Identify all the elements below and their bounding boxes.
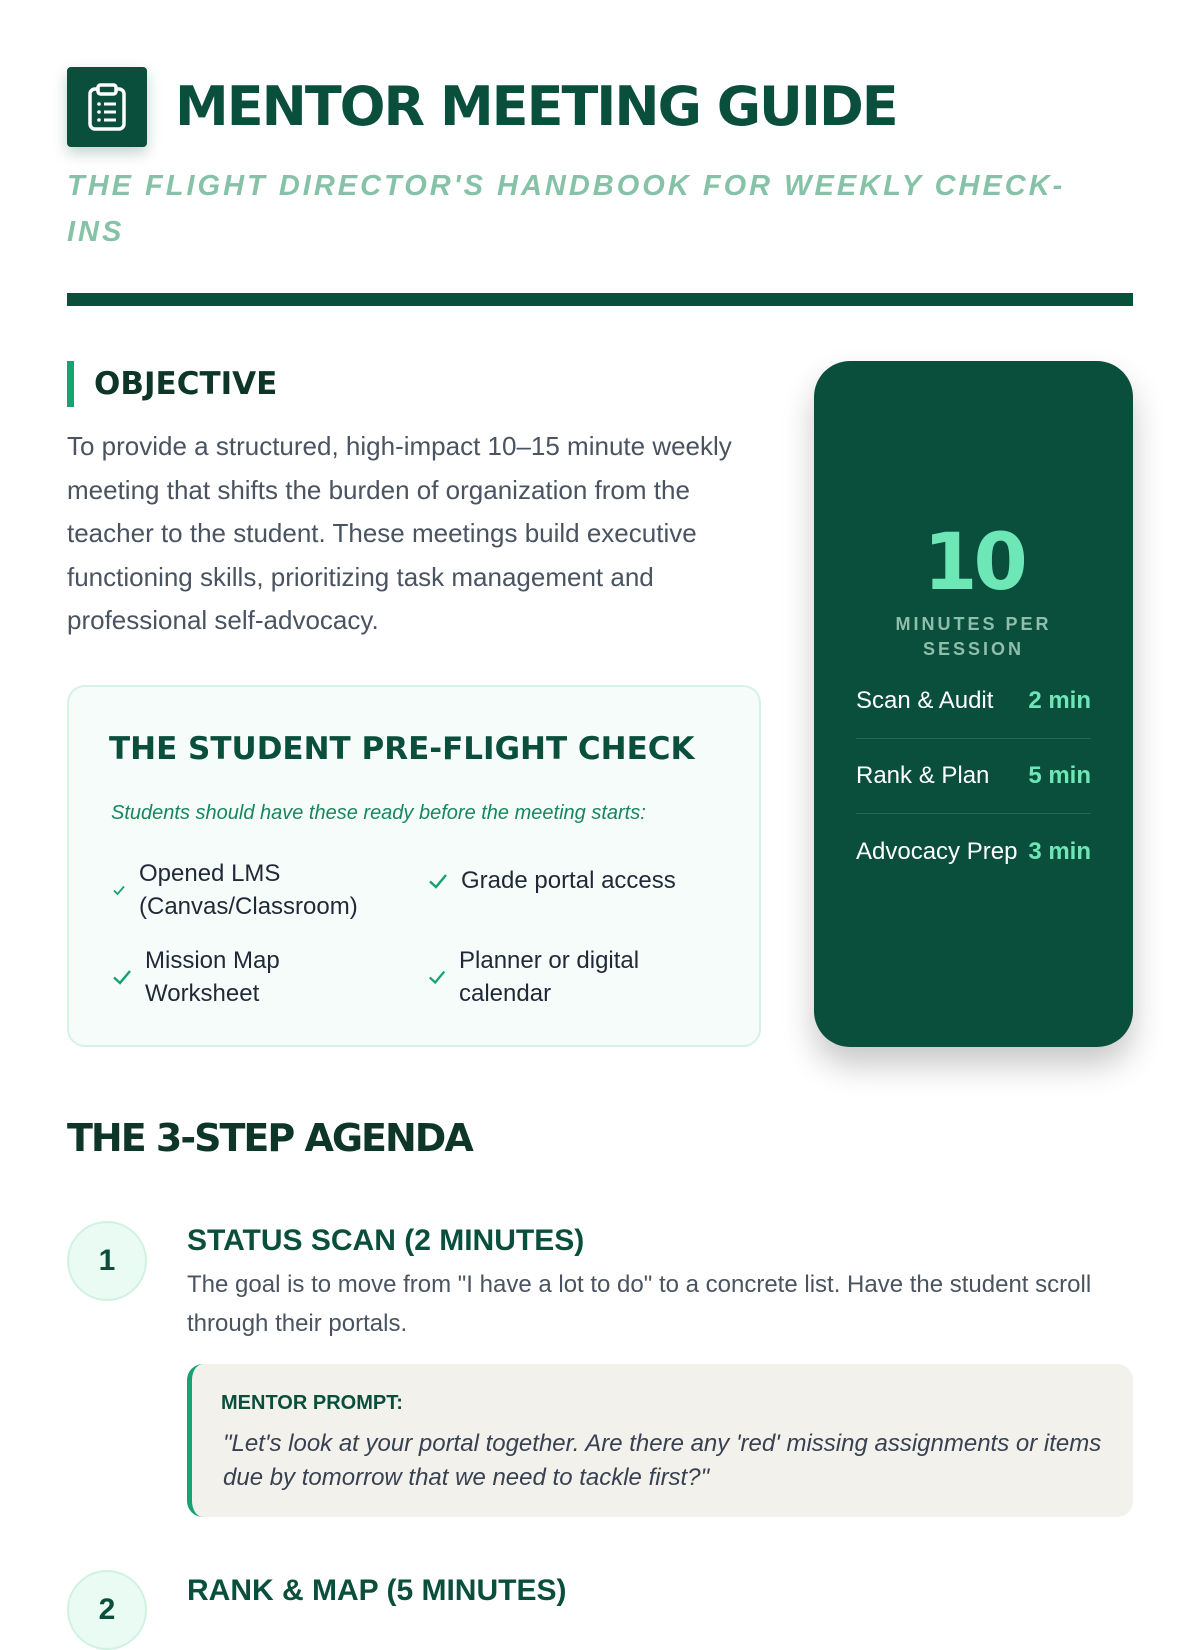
timing-row-name: Advocacy Prep <box>856 837 1018 865</box>
timing-row <box>856 814 1091 889</box>
objective-text: To provide a structured, high-impact 10–15 minute weekly meeting that shifts the burden of organization from the teacher to the student. These meetings build executive functioning skills, prioritizing task management and professional self-advocacy. <box>67 431 732 635</box>
checklist-item-label: Planner or digital calendar <box>459 947 640 1007</box>
checklist-item <box>111 944 371 1010</box>
page-subtitle: THE FLIGHT DIRECTOR'S HANDBOOK FOR WEEKLY CHECK-INS <box>67 170 1066 248</box>
objective-heading: OBJECTIVE <box>67 361 767 407</box>
step-description: The goal is to move from "I have a lot to do" to a concrete list. Have the student scroll through their portals. <box>187 1271 1092 1337</box>
step-number-badge: 1 <box>67 1221 147 1301</box>
timing-row-name: Rank & Plan <box>856 762 990 789</box>
mentor-guide-page <box>67 0 1133 1626</box>
step-title: STATUS SCAN (2 MINUTES) <box>187 1224 585 1257</box>
check-icon <box>427 870 449 892</box>
page-title: MENTOR MEETING GUIDE <box>175 75 897 138</box>
preflight-title: THE STUDENT PRE-FLIGHT CHECK <box>109 731 695 767</box>
preflight-subtitle: Students should have these ready before the meeting starts: <box>111 802 646 824</box>
timing-row-time: 3 min <box>1028 837 1091 865</box>
checklist-item <box>111 857 381 923</box>
check-icon <box>111 882 127 898</box>
timing-row <box>856 739 1091 814</box>
step-title: RANK & MAP (5 MINUTES) <box>187 1574 567 1607</box>
session-timing-card <box>814 361 1133 1047</box>
checklist-item-label: Grade portal access <box>461 867 676 894</box>
check-icon <box>427 967 447 987</box>
header-divider <box>67 293 1133 306</box>
session-minutes-label: MINUTES PER SESSION <box>895 614 1052 659</box>
session-minutes: 10 <box>923 518 1024 608</box>
agenda-heading: THE 3-STEP AGENDA <box>67 1116 472 1160</box>
timing-row <box>856 664 1091 739</box>
checklist-item <box>427 864 727 897</box>
timing-row-name: Scan & Audit <box>856 687 994 714</box>
mentor-prompt-text: "Let's look at your portal together. Are there any 'red' missing assignments or items due by tomorrow that we need to tackle first?" <box>223 1430 1102 1491</box>
timing-row-time: 5 min <box>1028 762 1091 789</box>
objective-section <box>67 361 767 643</box>
mentor-prompt-box <box>187 1364 1133 1517</box>
checklist-item-label: Opened LMS (Canvas/Classroom) <box>139 860 358 920</box>
preflight-card <box>67 685 761 1047</box>
check-icon <box>111 966 133 988</box>
step-number-badge: 2 <box>67 1570 147 1650</box>
checklist-item-label: Mission Map Worksheet <box>145 947 280 1007</box>
timing-row-time: 2 min <box>1028 687 1091 714</box>
checklist-item <box>427 944 687 1010</box>
clipboard-icon <box>67 67 147 147</box>
mentor-prompt-label: MENTOR PROMPT: <box>221 1392 403 1414</box>
